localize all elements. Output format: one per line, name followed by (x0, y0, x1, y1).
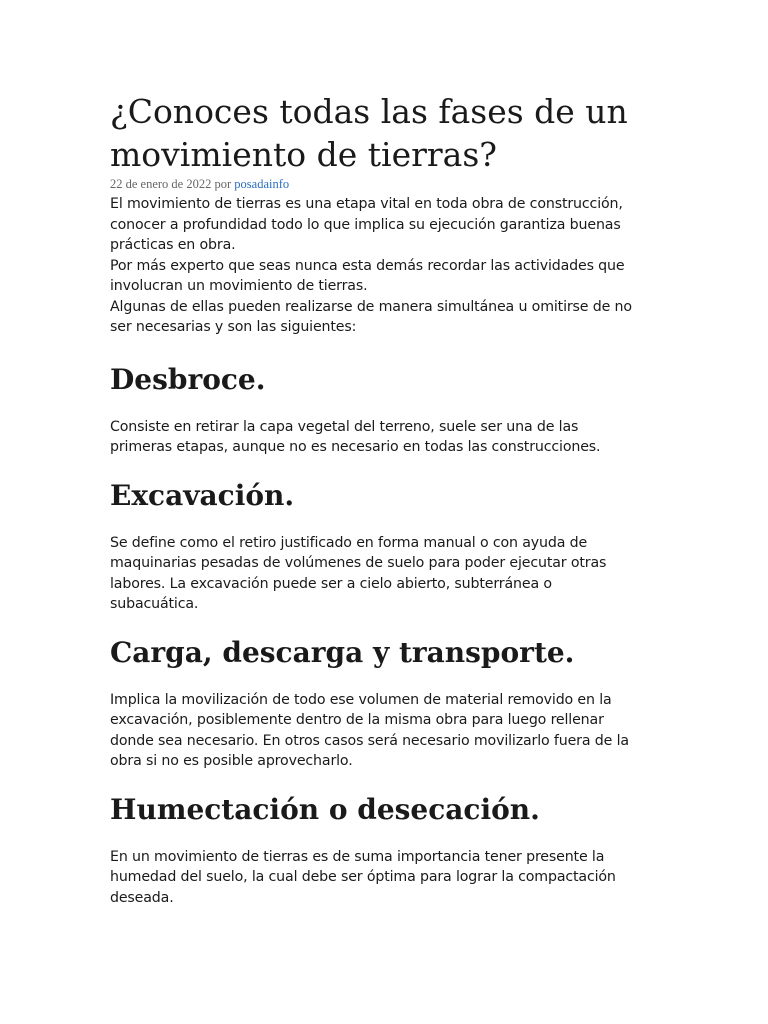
section-line: Implica la movilización de todo ese volumen de material removido en la (110, 691, 612, 708)
section-heading-carga: Carga, descarga y transporte. (110, 635, 575, 669)
section-line: labores. La excavación puede ser a cielo abierto, subterránea o (110, 575, 552, 592)
section-line: Consiste en retirar la capa vegetal del terreno, suele ser una de las (110, 418, 579, 435)
section-text-excavacion (110, 533, 670, 615)
article-meta (110, 176, 670, 192)
intro-line: Algunas de ellas pueden realizarse de manera simultánea u omitirse de no (110, 298, 632, 315)
section-text-carga (110, 690, 670, 772)
title-line-1: ¿Conoces todas las fases de un (110, 92, 628, 131)
publish-date: 22 de enero de 2022 (110, 177, 212, 191)
intro-line: conocer a profundidad todo lo que implica su ejecución garantiza buenas (110, 216, 621, 233)
by-label: por (214, 177, 232, 191)
section-line: Se define como el retiro justificado en forma manual o con ayuda de (110, 534, 588, 551)
section-text-humectacion (110, 847, 670, 909)
intro-line: Por más experto que seas nunca esta demás recordar las actividades que (110, 257, 625, 274)
intro-line: prácticas en obra. (110, 237, 236, 253)
section-line: En un movimiento de tierras es de suma importancia tener presente la (110, 848, 605, 865)
section-line: maquinarias pesadas de volúmenes de suelo para poder ejecutar otras (110, 555, 607, 571)
section-line: humedad del suelo, la cual debe ser óptima para lograr la compactación (110, 869, 616, 885)
section-line: subacuática. (110, 596, 199, 612)
author-link[interactable]: posadainfo (234, 177, 290, 191)
section-line: donde sea necesario. En otros casos será necesario movilizarlo fuera de la (110, 732, 629, 749)
section-line: primeras etapas, aunque no es necesario en todas las construcciones. (110, 439, 601, 455)
intro-line: involucran un movimiento de tierras. (110, 278, 368, 294)
section-heading-excavacion: Excavación. (110, 478, 295, 512)
section-heading-humectacion: Humectación o desecación. (110, 792, 540, 826)
section-line: excavación, posiblemente dentro de la misma obra para luego rellenar (110, 712, 604, 728)
intro-line: El movimiento de tierras es una etapa vital en toda obra de construcción, (110, 196, 623, 212)
section-heading-desbroce: Desbroce. (110, 362, 266, 396)
title-line-2: movimiento de tierras? (110, 135, 497, 174)
section-line: deseada. (110, 889, 174, 906)
intro-paragraph (110, 194, 670, 338)
article-title (110, 90, 670, 176)
intro-line: ser necesarias y son las siguientes: (110, 319, 357, 335)
document-page (110, 90, 670, 908)
section-line: obra si no es posible aprovecharlo. (110, 753, 353, 769)
section-text-desbroce (110, 417, 670, 458)
